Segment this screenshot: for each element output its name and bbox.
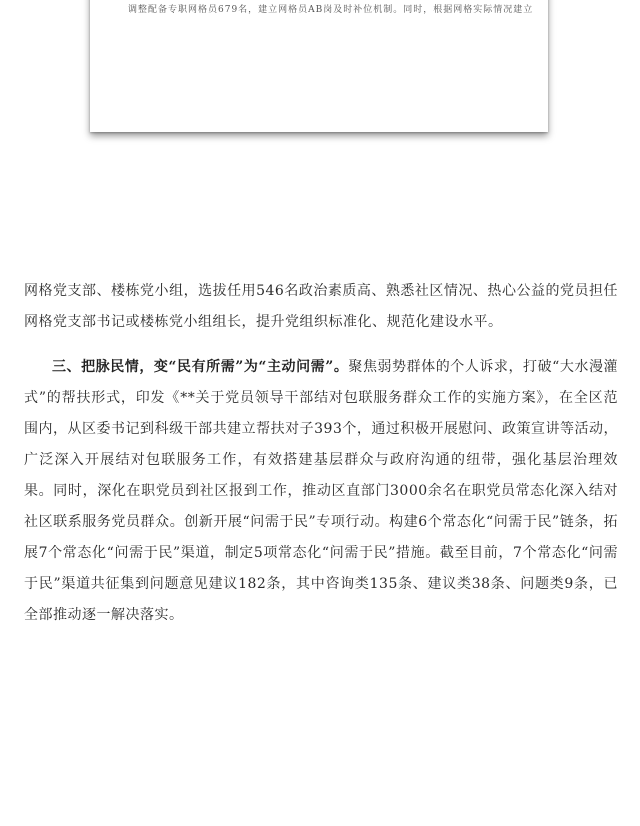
document-body bbox=[24, 276, 618, 631]
paragraph-text: 网格党支部、楼栋党小组，选拔任用546名政治素质高、熟悉社区情况、热心公益的党员担任网格党支部书记或楼栋党小组组长，提升党组织标准化、规范化建设水平。 bbox=[24, 283, 618, 330]
paragraph-text: 聚焦弱势群体的个人诉求，打破“大水漫灌式”的帮扶形式，印发《**关于党员领导干部结对包联服务群众工作的实施方案》，在全区范围内，从区委书记到科级干部共建立帮扶对子393个，通过积极开展慰问、政策宣讲等活动，广泛深入开展结对包联服务工作，有效搭建基层群众与政府沟通的纽带，强化基层治理效果。同时，深化在职党员到社区报到工作，推动区直部门3000余名在职党员常态化深入结对社区联系服务党员群众。创新开展“问需于民”专项行动。构建6个常态化“问需于民”链条，拓展7个常态化“问需于民”渠道，制定5项常态化“问需于民”措施。截至目前，7个常态化“问需于民”渠道共征集到问题意见建议182条，其中咨询类135条、建议类38条、问题类9条，已全部推动逐一解决落实。 bbox=[24, 359, 619, 623]
previous-page-text-line: 调整配备专职网格员679名，建立网格员AB岗及时补位机制。同时，根据网格实际情况建立 bbox=[128, 5, 534, 15]
paragraph-section-three bbox=[24, 352, 618, 631]
previous-page-preview bbox=[90, 0, 548, 132]
paragraph-grid-party-branch bbox=[24, 276, 618, 338]
section-heading: 三、把脉民情，变“民有所需”为“主动问需”。 bbox=[52, 359, 349, 375]
